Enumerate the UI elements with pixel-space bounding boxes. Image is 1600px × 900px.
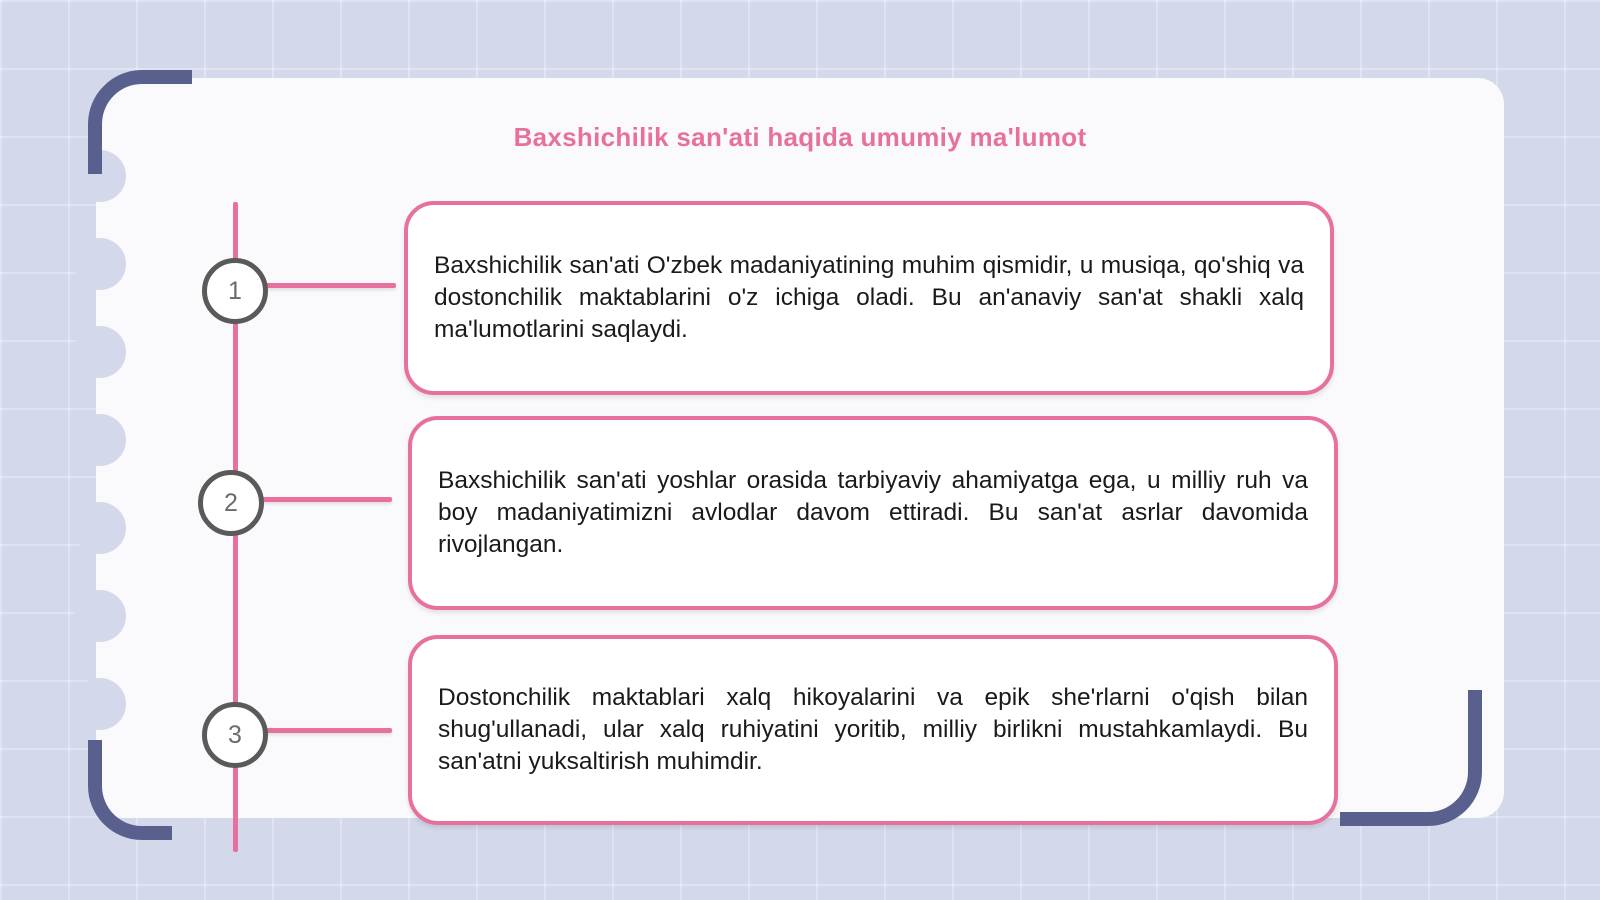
binder-tab bbox=[74, 238, 126, 290]
timeline-connector bbox=[262, 497, 392, 502]
corner-bracket-bottom-left bbox=[88, 740, 172, 840]
timeline-node-3: 3 bbox=[202, 702, 268, 768]
info-box-text: Baxshichilik san'ati O'zbek madaniyatining muhim qismidir, u musiqa, qo'shiq va dostonchilik maktablarini o'z ichiga oladi. Bu an'anaviy san'at shakli xalq ma'lumotlarini saqlaydi. bbox=[434, 252, 1304, 343]
timeline-node-2: 2 bbox=[198, 470, 264, 536]
binder-tab bbox=[74, 678, 126, 730]
info-box-2 bbox=[408, 416, 1338, 610]
timeline-node-1: 1 bbox=[202, 258, 268, 324]
corner-bracket-bottom-right bbox=[1340, 690, 1482, 826]
info-box-3 bbox=[408, 635, 1338, 825]
info-box-1 bbox=[404, 201, 1334, 395]
timeline-connector bbox=[264, 728, 392, 733]
binder-tab bbox=[74, 502, 126, 554]
info-box-text: Dostonchilik maktablari xalq hikoyalarini va epik she'rlarni o'qish bilan shug'ullanadi, ular xalq ruhiyatini yoritib, milliy birlikni mustahkamlaydi. Bu san'atni yuksaltirish muhimdir. bbox=[438, 684, 1308, 775]
binder-tab bbox=[74, 414, 126, 466]
slide-title: Baxshichilik san'ati haqida umumiy ma'lumot bbox=[513, 122, 1087, 152]
binder-tab bbox=[74, 326, 126, 378]
info-box-text: Baxshichilik san'ati yoshlar orasida tarbiyaviy ahamiyatga ega, u milliy ruh va boy madaniyatimizni avlodlar davom ettiradi. Bu san'at asrlar davomida rivojlangan. bbox=[438, 467, 1308, 558]
binder-tab bbox=[74, 590, 126, 642]
timeline-connector bbox=[264, 283, 396, 288]
